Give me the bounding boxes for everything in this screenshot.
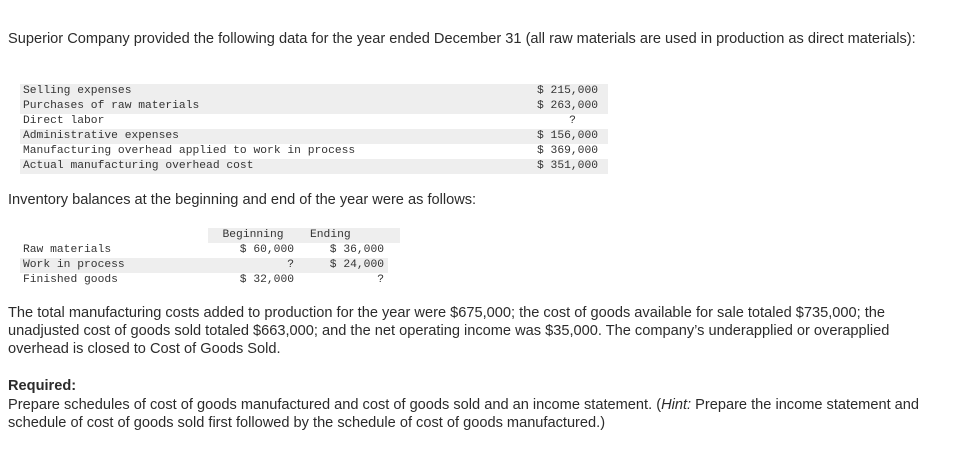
table-row (20, 273, 388, 288)
beginning-value: ? (287, 259, 294, 271)
expense-label: Actual manufacturing overhead cost (23, 160, 254, 172)
expense-value: $ 263,000 (536, 100, 598, 112)
expense-value: $ 215,000 (536, 85, 598, 97)
inventory-table (20, 228, 388, 288)
ending-value: $ 24,000 (329, 259, 384, 271)
expense-value: $ 351,000 (536, 160, 598, 172)
inventory-intro-paragraph: Inventory balances at the beginning and end of the year were as follows: (8, 192, 477, 208)
hint-label: Hint: (661, 397, 692, 413)
required-text-part: Prepare schedules of cost of goods manufactured and cost of goods sold and an income statement. ( (8, 397, 662, 413)
beginning-value: $ 60,000 (239, 244, 294, 256)
ending-value: $ 36,000 (329, 244, 384, 256)
table-row (20, 99, 608, 114)
expense-label: Direct labor (23, 115, 105, 127)
expense-label: Manufacturing overhead applied to work in process (23, 145, 356, 157)
inventory-header-row (20, 228, 388, 243)
inventory-label: Work in process (23, 259, 125, 271)
required-text (8, 396, 948, 432)
column-header-ending: Ending (298, 228, 400, 243)
inventory-label: Finished goods (23, 274, 118, 286)
required-text-part: Prepare the income statement and schedule of cost of goods sold first followed by the schedule of cost of goods manufactured.) (8, 397, 920, 431)
inventory-label: Raw materials (23, 244, 112, 256)
beginning-value: $ 32,000 (239, 274, 294, 286)
intro-paragraph: Superior Company provided the following data for the year ended December 31 (all raw materials are used in production as direct materials): (8, 31, 916, 47)
table-row (20, 258, 388, 273)
expense-value: $ 369,000 (536, 145, 598, 157)
table-row (20, 84, 608, 99)
totals-paragraph: The total manufacturing costs added to production for the year were $675,000; the cost of goods available for sale totaled $735,000; the unadjusted cost of goods sold totaled $663,000; and the net operating income was $35,000. The company’s underapplied or overapplied overhead is closed to Cost of Goods Sold. (8, 305, 890, 357)
expense-value: $ 156,000 (536, 130, 598, 142)
required-heading: Required: (8, 378, 77, 394)
expense-data-table (20, 84, 608, 174)
table-row (20, 159, 608, 174)
table-row (20, 114, 608, 129)
expense-label: Selling expenses (23, 85, 132, 97)
ending-value: ? (377, 274, 384, 286)
expense-value: ? (569, 115, 576, 127)
table-row (20, 243, 388, 258)
table-row (20, 129, 608, 144)
expense-label: Administrative expenses (23, 130, 179, 142)
expense-label: Purchases of raw materials (23, 100, 200, 112)
table-row (20, 144, 608, 159)
column-header-beginning: Beginning (208, 228, 298, 243)
